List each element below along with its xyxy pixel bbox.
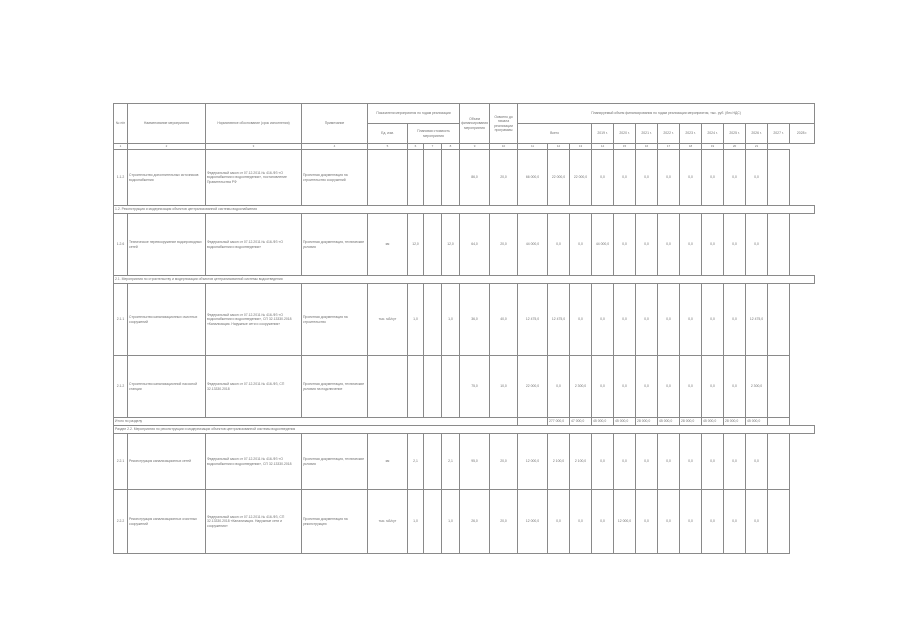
row-note: Проектная документация на строительство <box>302 284 368 356</box>
section-title: 1.2. Реконструкция и модернизация объектов централизованной системы водоснабжения <box>114 206 815 214</box>
row-note: Проектная документация на строительство сооружений <box>302 150 368 206</box>
column-number: 8 <box>442 144 460 150</box>
row-before: 20,0 <box>490 150 518 206</box>
row-volume <box>424 490 442 554</box>
row-year-value: 0,0 <box>658 214 680 276</box>
row-unit: тыс. м3/сут <box>368 490 408 554</box>
row-name: Техническое перевооружение водопроводных сетей <box>128 214 206 276</box>
row-year-value: 0,0 <box>658 356 680 418</box>
row-year-value: 0,0 <box>724 214 746 276</box>
row-year-value: 0,0 <box>636 214 658 276</box>
row-cost: 36,0 <box>460 284 490 356</box>
row-volume <box>424 284 442 356</box>
header-total-group: Плановая стоимость мероприятия <box>408 124 460 144</box>
row-volume <box>408 356 424 418</box>
row-number: 2.1.1 <box>114 284 128 356</box>
row-year-value: 0,0 <box>548 214 570 276</box>
row-year-value: 2 300,0 <box>746 356 768 418</box>
section-total-value: 45 000,0 <box>658 418 680 426</box>
row-year-value: 0,0 <box>592 356 614 418</box>
row-basis: Федеральный закон от 07.12.2011 № 416-ФЗ «О водоснабжении и водоотведении», постановление Правительства РФ <box>206 150 302 206</box>
row-year-value: 0,0 <box>680 356 702 418</box>
row-cost: 26,0 <box>460 490 490 554</box>
row-year-value: 0,0 <box>614 434 636 490</box>
row-year-value: 0,0 <box>724 356 746 418</box>
row-year-value: 0,0 <box>724 490 746 554</box>
column-number: 5 <box>368 144 408 150</box>
row-volume: 2,1 <box>408 434 424 490</box>
row-year-value: 0,0 <box>746 490 768 554</box>
row-year-value: 0,0 <box>548 356 570 418</box>
row-before: 20,0 <box>490 490 518 554</box>
row-spacer <box>768 356 790 418</box>
row-spacer <box>768 150 790 206</box>
section-total-value: 277 000,0 <box>548 418 570 426</box>
row-year-value: 0,0 <box>724 284 746 356</box>
row-unit <box>368 356 408 418</box>
section-title: Раздел 2.2. Мероприятия по реконструкции и модернизации объектов централизованной системы водоотведения <box>114 426 815 434</box>
column-number: 4 <box>302 144 368 150</box>
column-number: 21 <box>746 144 768 150</box>
section-title: Итого по разделу <box>114 418 518 426</box>
row-volume <box>424 434 442 490</box>
row-unit: тыс. м3/сут <box>368 284 408 356</box>
header-year: 2026 г. <box>746 124 768 144</box>
column-number: 10 <box>490 144 518 150</box>
row-basis: Федеральный закон от 07.12.2011 № 416-ФЗ, СП 32.13330.2018 <box>206 356 302 418</box>
row-before: 40,0 <box>490 284 518 356</box>
row-volume: 1,0 <box>408 490 424 554</box>
row-year-value: 0,0 <box>592 434 614 490</box>
row-spacer <box>768 434 790 490</box>
section-heading-row <box>114 276 815 284</box>
header-year: 2025 г. <box>724 124 746 144</box>
row-year-value: 0,0 <box>614 214 636 276</box>
row-year-value: 0,0 <box>746 434 768 490</box>
row-volume <box>442 150 460 206</box>
row-before: 20,0 <box>490 214 518 276</box>
row-name: Реконструкция канализационных сетей <box>128 434 206 490</box>
row-number: 1.2.6 <box>114 214 128 276</box>
row-year-value: 0,0 <box>702 356 724 418</box>
row-year-value: 0,0 <box>658 284 680 356</box>
section-heading-row <box>114 418 815 426</box>
row-number: 2.2.1 <box>114 434 128 490</box>
row-year-value: 0,0 <box>636 284 658 356</box>
row-year-value: 0,0 <box>570 214 592 276</box>
row-year-value: 0,0 <box>636 434 658 490</box>
header-year: 2022 г. <box>658 124 680 144</box>
row-year-value: 0,0 <box>680 490 702 554</box>
header-year: 2028 г. <box>790 124 815 144</box>
header-note: Примечание <box>302 104 368 144</box>
section-title: 2.1. Мероприятия по строительству и модернизации объектов централизованной системы водоотведения <box>114 276 815 284</box>
header-years-group: Планируемый объем финансирования по годам реализации мероприятия, тыс. руб. (без НДС) <box>518 104 815 124</box>
row-volume: 2,1 <box>442 434 460 490</box>
row-total: 12 000,0 <box>518 490 548 554</box>
row-year-value: 0,0 <box>658 150 680 206</box>
column-number: 14 <box>592 144 614 150</box>
row-spacer <box>768 490 790 554</box>
row-year-value: 0,0 <box>636 150 658 206</box>
section-total-value: 45 000,0 <box>746 418 768 426</box>
row-year-value: 2 100,0 <box>570 434 592 490</box>
header-year: 2019 г. <box>592 124 614 144</box>
row-year-value: 0,0 <box>702 284 724 356</box>
row-volume <box>424 356 442 418</box>
header-year: 2023 г. <box>680 124 702 144</box>
investment-program-table <box>113 103 815 554</box>
column-number: 1 <box>114 144 128 150</box>
row-cost: 75,0 <box>460 356 490 418</box>
row-year-value: 12 000,0 <box>614 490 636 554</box>
row-cost: 86,0 <box>460 150 490 206</box>
section-total-value: 45 000,0 <box>614 418 636 426</box>
row-year-value: 0,0 <box>636 356 658 418</box>
header-name: Наименование мероприятия <box>128 104 206 144</box>
table-row <box>114 434 815 490</box>
row-year-value: 22 000,0 <box>570 150 592 206</box>
row-note: Проектная документация, технические условия на подключение <box>302 356 368 418</box>
row-year-value: 0,0 <box>614 356 636 418</box>
row-total: 12 000,0 <box>518 434 548 490</box>
header-year: 2021 г. <box>636 124 658 144</box>
row-number: 2.1.2 <box>114 356 128 418</box>
column-number: 13 <box>570 144 592 150</box>
column-number: 7 <box>424 144 442 150</box>
row-year-value: 0,0 <box>592 284 614 356</box>
row-year-value: 0,0 <box>658 490 680 554</box>
row-year-value: 0,0 <box>702 490 724 554</box>
header-year: 2024 г. <box>702 124 724 144</box>
header-total-cost: Объем финансирования мероприятия <box>460 104 490 144</box>
section-spacer <box>768 418 790 426</box>
column-number: 16 <box>636 144 658 150</box>
section-total-value: 45 000,0 <box>592 418 614 426</box>
row-year-value: 0,0 <box>592 150 614 206</box>
row-name: Строительство дополнительных источников водоснабжения <box>128 150 206 206</box>
column-number: 3 <box>206 144 302 150</box>
column-number: 20 <box>724 144 746 150</box>
row-year-value: 0,0 <box>680 150 702 206</box>
row-before: 20,0 <box>490 434 518 490</box>
row-volume <box>408 150 424 206</box>
column-number: 2 <box>128 144 206 150</box>
row-year-value: 0,0 <box>724 434 746 490</box>
row-year-value: 44 000,0 <box>592 214 614 276</box>
section-total-value: 45 000,0 <box>702 418 724 426</box>
row-year-value: 0,0 <box>570 284 592 356</box>
row-unit: км <box>368 214 408 276</box>
table-row <box>114 150 815 206</box>
row-year-value: 0,0 <box>702 434 724 490</box>
row-year-value: 0,0 <box>746 214 768 276</box>
column-number: 15 <box>614 144 636 150</box>
row-basis: Федеральный закон от 07.12.2011 № 416-ФЗ, СП 32.13330.2018 «Канализация. Наружные сети и сооружения» <box>206 490 302 554</box>
row-volume: 1,0 <box>442 284 460 356</box>
column-number: 6 <box>408 144 424 150</box>
column-number: 17 <box>658 144 680 150</box>
column-number: 19 <box>702 144 724 150</box>
row-year-value: 0,0 <box>570 490 592 554</box>
row-spacer <box>768 284 790 356</box>
row-volume <box>424 214 442 276</box>
row-total: 12 475,0 <box>518 284 548 356</box>
row-year-value: 0,0 <box>680 214 702 276</box>
row-cost: 64,0 <box>460 214 490 276</box>
section-total-value: 28 000,0 <box>724 418 746 426</box>
row-year-value: 0,0 <box>636 490 658 554</box>
section-total-value: 28 000,0 <box>680 418 702 426</box>
header-volume-group: Показатели мероприятия по годам реализации <box>368 104 460 124</box>
row-year-value: 0,0 <box>592 490 614 554</box>
column-number: 18 <box>680 144 702 150</box>
row-year-value: 0,0 <box>702 150 724 206</box>
section-total-value: 28 000,0 <box>636 418 658 426</box>
row-basis: Федеральный закон от 07.12.2011 № 416-ФЗ «О водоснабжении и водоотведении», СП 32.13330.2018 «Канализация. Наружные сети и сооружения» <box>206 284 302 356</box>
header-year: Всего <box>518 124 592 144</box>
row-year-value: 0,0 <box>548 490 570 554</box>
row-note: Проектная документация, технические условия <box>302 434 368 490</box>
header-year: 2020 г. <box>614 124 636 144</box>
row-year-value: 0,0 <box>680 434 702 490</box>
row-year-value: 0,0 <box>746 150 768 206</box>
row-year-value: 22 000,0 <box>548 150 570 206</box>
row-basis: Федеральный закон от 07.12.2011 № 416-ФЗ «О водоснабжении и водоотведении» <box>206 214 302 276</box>
row-total: 66 000,0 <box>518 150 548 206</box>
column-number: 9 <box>460 144 490 150</box>
header-basis: Нормативное обоснование (срок исполнения) <box>206 104 302 144</box>
row-year-value: 0,0 <box>702 214 724 276</box>
header-unit: Ед. изм. <box>368 124 408 144</box>
row-volume: 12,0 <box>408 214 424 276</box>
row-name: Строительство канализационных очистных сооружений <box>128 284 206 356</box>
row-year-value: 0,0 <box>614 284 636 356</box>
row-year-value: 12 475,0 <box>548 284 570 356</box>
row-year-value: 2 100,0 <box>548 434 570 490</box>
row-year-value: 0,0 <box>658 434 680 490</box>
row-number: 1.1.2 <box>114 150 128 206</box>
row-volume: 12,0 <box>442 214 460 276</box>
row-year-value: 12 475,0 <box>746 284 768 356</box>
row-total: 22 000,0 <box>518 356 548 418</box>
column-number: 12 <box>548 144 570 150</box>
row-year-value: 2 300,0 <box>570 356 592 418</box>
table-row <box>114 356 815 418</box>
row-volume <box>442 356 460 418</box>
row-year-value: 0,0 <box>724 150 746 206</box>
row-name: Строительство канализационной насосной станции <box>128 356 206 418</box>
header-year: 2027 г. <box>768 124 790 144</box>
table-row <box>114 284 815 356</box>
section-total-value: 47 000,0 <box>570 418 592 426</box>
document-page <box>113 103 808 558</box>
row-unit: км <box>368 434 408 490</box>
section-spacer <box>518 418 548 426</box>
row-total: 44 000,0 <box>518 214 548 276</box>
row-volume <box>424 150 442 206</box>
section-heading-row <box>114 206 815 214</box>
row-cost: 95,0 <box>460 434 490 490</box>
table-row <box>114 490 815 554</box>
header-row-1 <box>114 104 815 124</box>
row-number: 2.2.2 <box>114 490 128 554</box>
row-note: Проектная документация, технические условия <box>302 214 368 276</box>
table-row <box>114 214 815 276</box>
row-before: 10,0 <box>490 356 518 418</box>
row-spacer <box>768 214 790 276</box>
column-number: 11 <box>518 144 548 150</box>
header-before: Освоено до начала реализации программы <box>490 104 518 144</box>
row-year-value: 0,0 <box>614 150 636 206</box>
row-note: Проектная документация на реконструкцию <box>302 490 368 554</box>
row-basis: Федеральный закон от 07.12.2011 № 416-ФЗ «О водоснабжении и водоотведении», СП 32.13330.2018 <box>206 434 302 490</box>
row-unit <box>368 150 408 206</box>
row-name: Реконструкция канализационных очистных сооружений <box>128 490 206 554</box>
header-no: № п/п <box>114 104 128 144</box>
row-volume: 1,0 <box>408 284 424 356</box>
row-year-value: 0,0 <box>680 284 702 356</box>
section-heading-row <box>114 426 815 434</box>
row-volume: 1,0 <box>442 490 460 554</box>
